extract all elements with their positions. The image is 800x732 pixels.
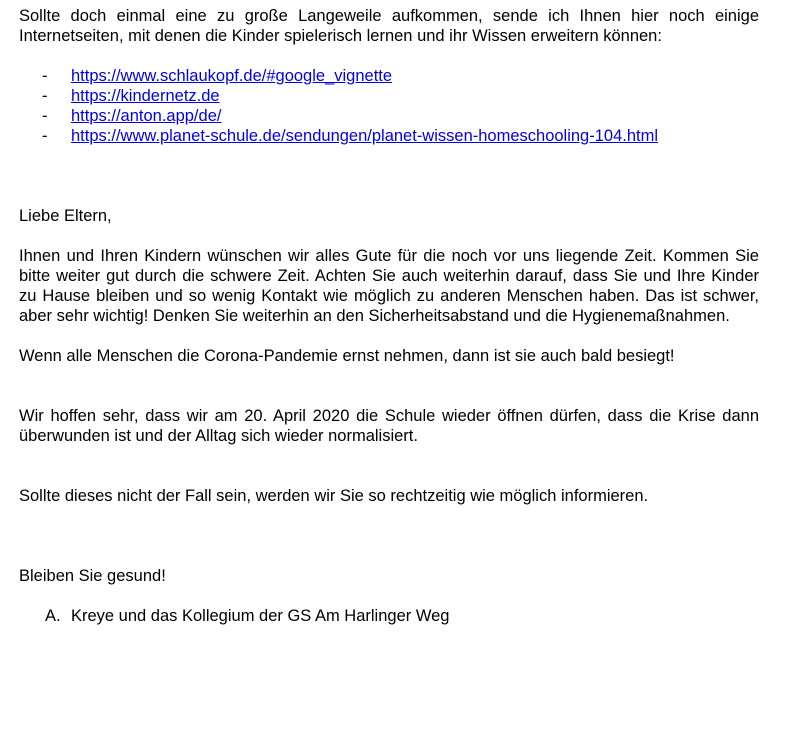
link-schlaukopf[interactable]: https://www.schlaukopf.de/#google_vignette xyxy=(71,67,393,85)
link-list-item xyxy=(19,106,759,126)
spacer xyxy=(19,506,759,566)
link-list-item xyxy=(19,86,759,106)
list-dash: - xyxy=(42,87,48,105)
salutation: Liebe Eltern, xyxy=(19,207,112,225)
spacer xyxy=(19,586,759,606)
body-paragraph-inform: Sollte dieses nicht der Fall sein, werden wir Sie so rechtzeitig wie möglich informieren. xyxy=(19,487,649,505)
signature-line xyxy=(19,606,759,626)
spacer xyxy=(19,326,759,346)
spacer xyxy=(19,46,759,66)
link-anton[interactable]: https://anton.app/de/ xyxy=(71,107,222,125)
body-paragraph-pandemic: Wenn alle Menschen die Corona-Pandemie ernst nehmen, dann ist sie auch bald besiegt! xyxy=(19,347,675,365)
list-dash: - xyxy=(42,127,48,145)
spacer xyxy=(19,226,759,246)
intro-paragraph: Sollte doch einmal eine zu große Langeweile aufkommen, sende ich Ihnen hier noch einige Internetseiten, mit denen die Kinder spielerisch lernen und ihr Wissen erweitern können: xyxy=(19,7,759,45)
spacer xyxy=(19,446,759,486)
link-list-item xyxy=(19,66,759,86)
spacer xyxy=(19,146,759,206)
signature-text: Kreye und das Kollegium der GS Am Harlinger Weg xyxy=(71,607,450,625)
link-list-item xyxy=(19,126,759,146)
list-dash: - xyxy=(42,107,48,125)
spacer xyxy=(19,366,759,406)
link-list xyxy=(19,66,759,146)
list-marker: A. xyxy=(45,607,61,625)
body-paragraph-reopening: Wir hoffen sehr, dass wir am 20. April 2020 die Schule wieder öffnen dürfen, dass die Krise dann überwunden ist und der Alltag sich wieder normalisiert. xyxy=(19,407,759,445)
list-dash: - xyxy=(42,67,48,85)
body-paragraph-wishes: Ihnen und Ihren Kindern wünschen wir alles Gute für die noch vor uns liegende Zeit. Kommen Sie bitte weiter gut durch die schwere Zeit. Achten Sie auch weiterhin darauf, dass Sie und Ihre Kinder zu Hause bleiben und so wenig Kontakt wie möglich zu anderen Menschen haben. Das ist schwer, aber sehr wichtig! Denken Sie weiterhin an den Sicherheitsabstand und die Hygienemaßnahmen. xyxy=(19,247,759,325)
link-kindernetz[interactable]: https://kindernetz.de xyxy=(71,87,220,105)
closing-line: Bleiben Sie gesund! xyxy=(19,567,166,585)
link-planet-schule[interactable]: https://www.planet-schule.de/sendungen/planet-wissen-homeschooling-104.html xyxy=(71,127,659,145)
document-page xyxy=(19,6,759,626)
